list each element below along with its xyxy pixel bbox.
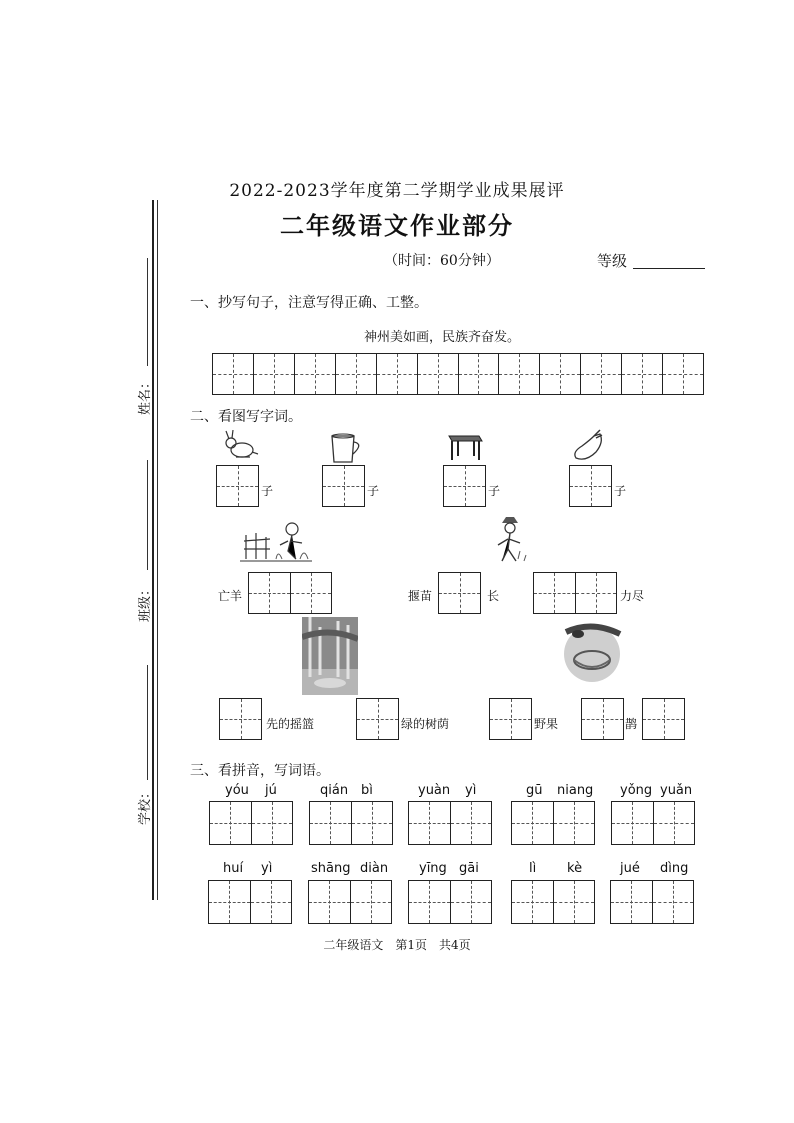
farmer-icon [488,515,532,567]
char-grid[interactable] [438,572,481,614]
grid-cell[interactable] [451,881,492,923]
eggplant-icon [570,428,608,464]
name-blank[interactable] [147,258,148,366]
binding-line-inner [157,200,158,900]
suffix-zi: 子 [614,484,627,498]
exam-subtitle: 2022-2023学年度第二学期学业成果展评 [229,181,565,201]
pinyin: yì [465,783,477,798]
pinyin: yuǎn [660,783,693,798]
grid-cell[interactable] [220,699,261,739]
grid-cell[interactable] [439,573,480,613]
grid-cell[interactable] [643,699,684,739]
pinyin: shāng [311,861,351,876]
grade-label: 等级 [597,252,628,270]
pinyin: yǒng [620,783,653,798]
grid-cell[interactable] [554,802,595,844]
grid-cell[interactable] [309,881,351,923]
grid-cell[interactable] [377,354,418,394]
pinyin: bì [361,783,373,798]
char-grid[interactable] [356,698,399,740]
pinyin: jú [265,783,277,798]
grid-cell[interactable] [581,354,622,394]
table-icon [446,430,484,462]
word-grid[interactable] [408,880,492,924]
grid-cell[interactable] [512,802,554,844]
pinyin: lì [529,861,537,876]
exam-title: 二年级语文作业部分 [280,212,514,240]
char-grid[interactable] [443,465,486,507]
grid-cell[interactable] [451,802,492,844]
rabbit-icon [220,430,262,460]
suffix-zi: 子 [488,484,501,498]
char-grid[interactable] [569,465,612,507]
idiom-zhang: 长 [487,589,500,603]
idiom-wangyang: 亡羊 [218,589,243,603]
grid-cell[interactable] [357,699,398,739]
word-grid[interactable] [209,801,293,845]
grid-cell[interactable] [291,573,332,613]
grid-cell[interactable] [570,466,611,506]
section1-heading: 一、抄写句子，注意写得正确、工整。 [190,295,428,311]
grid-cell[interactable] [249,573,291,613]
pinyin: huí [223,861,244,876]
pinyin: diàn [360,861,389,876]
grid-cell[interactable] [251,881,292,923]
word-grid[interactable] [611,801,695,845]
grid-cell[interactable] [490,699,531,739]
grid-cell[interactable] [210,802,252,844]
suffix-zi: 子 [367,484,380,498]
grid-cell[interactable] [351,881,392,923]
grid-cell[interactable] [295,354,336,394]
word-grid[interactable] [309,801,393,845]
cup-icon [328,432,368,464]
pinyin: gāi [459,861,479,876]
class-label: 班级： [138,582,153,622]
grid-cell[interactable] [418,354,459,394]
section3-heading: 三、看拼音，写词语。 [190,763,330,779]
grid-cell[interactable] [217,466,258,506]
grid-cell[interactable] [499,354,540,394]
char-grid[interactable] [219,698,262,740]
word-grid[interactable] [408,801,492,845]
pinyin: yóu [225,783,249,798]
page-footer: 二年级语文 第1页 共4页 [323,938,471,952]
grid-cell[interactable] [409,802,451,844]
grid-cell[interactable] [554,881,595,923]
word-grid[interactable] [511,801,595,845]
char-grid[interactable] [642,698,685,740]
grid-cell[interactable] [409,881,451,923]
grid-cell[interactable] [576,573,617,613]
char-grid-2[interactable] [248,572,332,614]
pinyin: yīng [419,861,447,876]
school-blank[interactable] [147,665,148,780]
copy-grid[interactable] [212,353,704,395]
grid-cell[interactable] [213,354,254,394]
pinyin: jué [620,861,640,876]
grid-cell[interactable] [459,354,500,394]
word-grid[interactable] [610,880,694,924]
forest-picture [302,617,358,695]
nest-picture [556,620,628,682]
pinyin: yì [261,861,273,876]
grid-cell[interactable] [352,802,393,844]
char-grid-2[interactable] [533,572,617,614]
grid-cell[interactable] [663,354,703,394]
class-blank[interactable] [147,460,148,570]
grid-cell[interactable] [512,881,554,923]
grade-blank[interactable] [633,268,705,269]
char-grid[interactable] [489,698,532,740]
exam-time: （时间：60分钟） [384,253,500,269]
char-grid[interactable] [216,465,259,507]
suffix-zi: 子 [261,484,274,498]
school-label: 学校： [138,785,153,825]
phrase-xian: 先的摇篮 [266,717,315,731]
char-grid[interactable] [581,698,624,740]
pinyin: kè [567,861,583,876]
copy-sentence: 神州美如画，民族齐奋发。 [364,330,521,345]
grid-cell[interactable] [336,354,377,394]
idiom-bamiao: 揠苗 [408,589,433,603]
word-grid[interactable] [308,880,392,924]
grid-cell[interactable] [611,881,653,923]
word-grid[interactable] [511,880,595,924]
sheep-pen-icon [236,515,316,565]
grid-cell[interactable] [254,354,295,394]
phrase-yeguo: 野果 [534,717,559,731]
pinyin: qián [320,783,349,798]
grid-cell[interactable] [444,466,485,506]
phrase-lv: 绿的树荫 [401,717,450,731]
grid-cell[interactable] [209,881,251,923]
pinyin: niang [557,783,594,798]
grid-cell[interactable] [252,802,293,844]
char-grid[interactable] [322,465,365,507]
word-grid[interactable] [208,880,292,924]
grid-cell[interactable] [612,802,654,844]
name-label: 姓名： [138,375,153,415]
grid-cell[interactable] [622,354,663,394]
pinyin: dìng [660,861,689,876]
grid-cell[interactable] [534,573,576,613]
phrase-que: 鹊 [625,717,638,731]
pinyin: gū [526,783,543,798]
grid-cell[interactable] [582,699,623,739]
section2-heading: 二、看图写字词。 [190,409,302,425]
grid-cell[interactable] [653,881,694,923]
grid-cell[interactable] [654,802,695,844]
pinyin: yuàn [418,783,451,798]
idiom-lijin: 力尽 [620,589,645,603]
grid-cell[interactable] [540,354,581,394]
grid-cell[interactable] [310,802,352,844]
grid-cell[interactable] [323,466,364,506]
